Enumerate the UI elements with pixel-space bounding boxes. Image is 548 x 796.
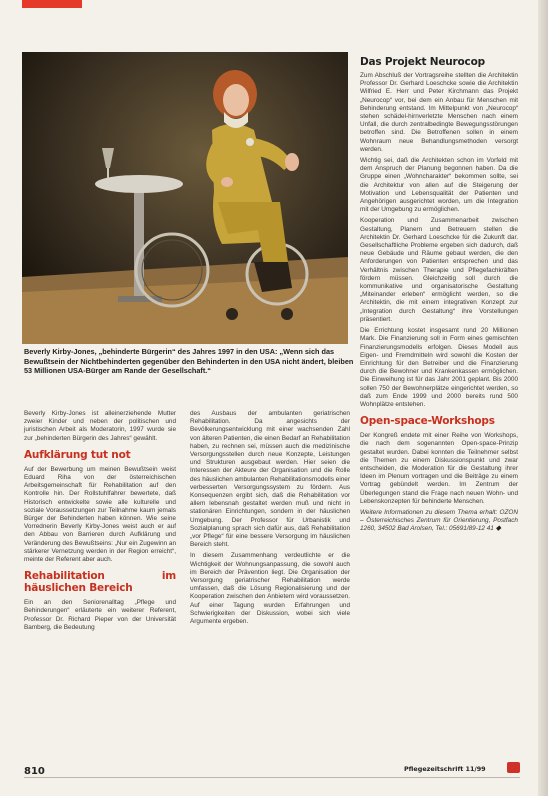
footer-rule <box>24 777 520 778</box>
page-edge-shadow <box>538 0 548 796</box>
body-paragraph: Die Errichtung kostet insgesamt rund 20 Millionen Mark. Die Finanzierung soll in Form eines gemischten Finanzierungsmodells erfolgen. Dieses Modell aus Eigen- und Fremdmitteln wird sowohl die Kosten der Einrichtung für den Betreiber und die Finanzierung durch die Bewohner und Krankenkassen ermöglichen. Die Einweihung ist für das Jahr 2001 geplant. Bis 2000 sollen 750 der Bewohnerplätze eingerichtet werden, so daß zum Ende 1999 und 2000 bereits rund 500 Wohnplätze entstehen. <box>360 327 518 408</box>
contact-note: Weitere Informationen zu diesem Thema erhalt: OZON – Österreichisches Zentrum für Orientierung, Postfach 1260, 34502 Bad Arolsen, Tel.: 05691/89-12 41 <box>360 508 518 533</box>
top-color-tab <box>22 0 82 8</box>
column-left <box>24 410 176 635</box>
article-photo <box>22 52 348 344</box>
magazine-logo-icon <box>507 762 520 773</box>
section-heading-neurocop: Das Projekt Neurocop <box>360 56 485 68</box>
section-heading-rehabilitation: Rehabilitation im häuslichen Bereich <box>24 570 176 595</box>
photo-caption: Beverly Kirby-Jones, „behinderte Bürgerin“ des Jahres 1997 in den USA: „Wenn sich das Bewußtsein der Nichtbehinderten gegenüber den Behinderten in den USA nicht ändert, bleiben 53 Millionen USA-Bürger am Rande der Gesellschaft.“ <box>24 347 354 376</box>
body-paragraph: Ein an den Seniorenalltag „Pflege und Behinderungen“ erläuterte ein weiterer Referent, Professor Dr. Richard Pieper von der Universität Bamberg, die Bedeutung <box>24 599 176 631</box>
body-paragraph: Der Kongreß endete mit einer Reihe von Workshops, die nach dem sogenannten Open-space-Prinzip gestaltet wurden. Dabei konnten die Teilnehmer selbst die Themen zu einem Diskussionspunkt und zwar entscheiden, die Moderation für die Gestaltung ihrer Ideen im Plenum vortragen und die Beiträge zu einem Vortrag gebündelt werden. Im Zentrum der Überlegungen stand die Frage nach neuen Wohn- und Lebenskonzepten für behinderte Menschen. <box>360 432 518 505</box>
intro-paragraph: Beverly Kirby-Jones ist alleinerziehende Mutter zweier Kinder und neben der politischen und juristischen Arbeit als Moderatorin, 1997 wurde sie zur „behinderten Bürgerin des Jahres“ gewählt. <box>24 410 176 442</box>
column-middle <box>190 410 350 629</box>
body-paragraph: Auf der Bewerbung um meinen Bewußtsein weist Eduard Riha von der österreichischen Arbeitsgemeinschaft für Rehabilitation auf den Kontrolle hin. Der Rollstuhlfahrer bewertete, daß Historisch entwickelte sowie alle kulturelle und soziale Voraussetzungen zur Teilnahme kaum jemals Bürger der Behinderten haben können. Wie seine Vorrednerin Beverly Kirby-Jones weist auch er auf den Abbau von Barrieren durch Aufklärung und Veränderung des Bewußtseins: „Nur ein Zugewinn an stärkerer Vernetzung werden in der Region erreicht“, meinte der Referent aber auch. <box>24 465 176 564</box>
photo-illustration <box>22 52 348 344</box>
magazine-title: Pflegezeitschrift 11/99 <box>404 765 486 773</box>
section-heading-awareness: Aufklärung tut not <box>24 448 131 461</box>
contact-note-wrap <box>360 509 518 534</box>
body-paragraph: Zum Abschluß der Vortragsreihe stellten die Architektin Professor Dr. Gerhard Loeschcke sowie die Architektin Wilfried E. Herr und Peter Kirchmann das Projekt „Neurocop“ vor, bei dem ein Anbau für Menschen mit Behinderung entstand. Im Mittelpunkt von „Neurocop“ stehen schädel-hirnverletzte Menschen nach einem Unfall, die durch zentralbedingte Bewegungsstörungen betroffen sind. Die Betroffenen sollen in einem Wohnraum neue Behandlungsmethoden versorgt werden. <box>360 72 518 153</box>
page-number: 810 <box>24 766 45 777</box>
column-right <box>360 72 518 537</box>
end-of-article-icon: ◆ <box>495 525 502 533</box>
body-paragraph: Wichtig sei, daß die Architekten schon im Vorfeld mit dem Anspruch der Planung begonnen haben. Da die Gruppe einen „Wohncharakter“ bekommen sollte, sei die Architektur von allen auf die Steigerung der Motivation und Lebensqualität der Patienten und Angehörigen ausgerichtet worden, um die Integration mit der Umgebung zu ermöglichen. <box>360 157 518 214</box>
section-heading-neurocop-wrap <box>360 56 520 73</box>
body-paragraph: des Ausbaus der ambulanten geriatrischen Rehabilitation. Da angesichts der Bevölkerungsentwicklung mit einer wachsenden Zahl von älteren Patienten, die einen Bedarf an Rehabilitation haben, zu rechnen sei, müssen auch die medizinische Versorgungsstellen durch neue Konzepte, Leistungen und Strukturen ausgebaut werden. Hier seien die Interessen der Akteure der Organisation und die Rolle des häuslichen ambulanten Rehabilitationsmodells einer verbesserten Versorgungssystem zu fördern. Aus Konsequenzen ergibt sich, daß die Rehabilitation vor allem lebensnah gestaltet werden muß und nicht in stationären Einrichtungen, sondern in der häuslichen Umgebung. Der Professor für Urbanistik und Sozialplanung sprach sich dafür aus, daß Rehabilitation „vor Pflege“ für eine bessere Versorgung im häuslichen Bereich steht. <box>190 410 350 549</box>
body-paragraph: Kooperation und Zusammenarbeit zwischen Gestaltung, Planern und Betreuern stellen die Architektin Dr. Gerhard Loeschcke für die Zukunft dar. Gesellschaftliche Probleme ergeben sich dadurch, daß neue Gebäude und Räume gebaut werden, die den Anforderungen von Patienten entsprechen und das Verhältnis zwischen Therapie und Pflegefachkräften fördern müssen. Gleichzeitig soll durch die kommunikative und organisatorische Gestaltung „Miteinander erleben“ ermöglicht werden, so die Architektin, die mit einem integrativen Konzept zur „Integration durch Gestaltung“ ihre Vorstellungen präsentiert. <box>360 217 518 323</box>
body-paragraph: In diesem Zusammenhang verdeutlichte er die Wichtigkeit der Wohnungsanpassung, die sowohl auch im Bereich der Prävention liegt. Die Organisation der Versorgung geriatrischer Rehabilitation werde umfassen, daß die Lösung Regionalisierung und der Kooperation zwischen den Anbietern wird voraussetzen. Auf einer Tagung wurden Erfahrungen und Schwierigkeiten der Diskussion, wobei sich viele Argumente ergeben. <box>190 552 350 626</box>
section-heading-open-space: Open-space-Workshops <box>360 415 495 428</box>
